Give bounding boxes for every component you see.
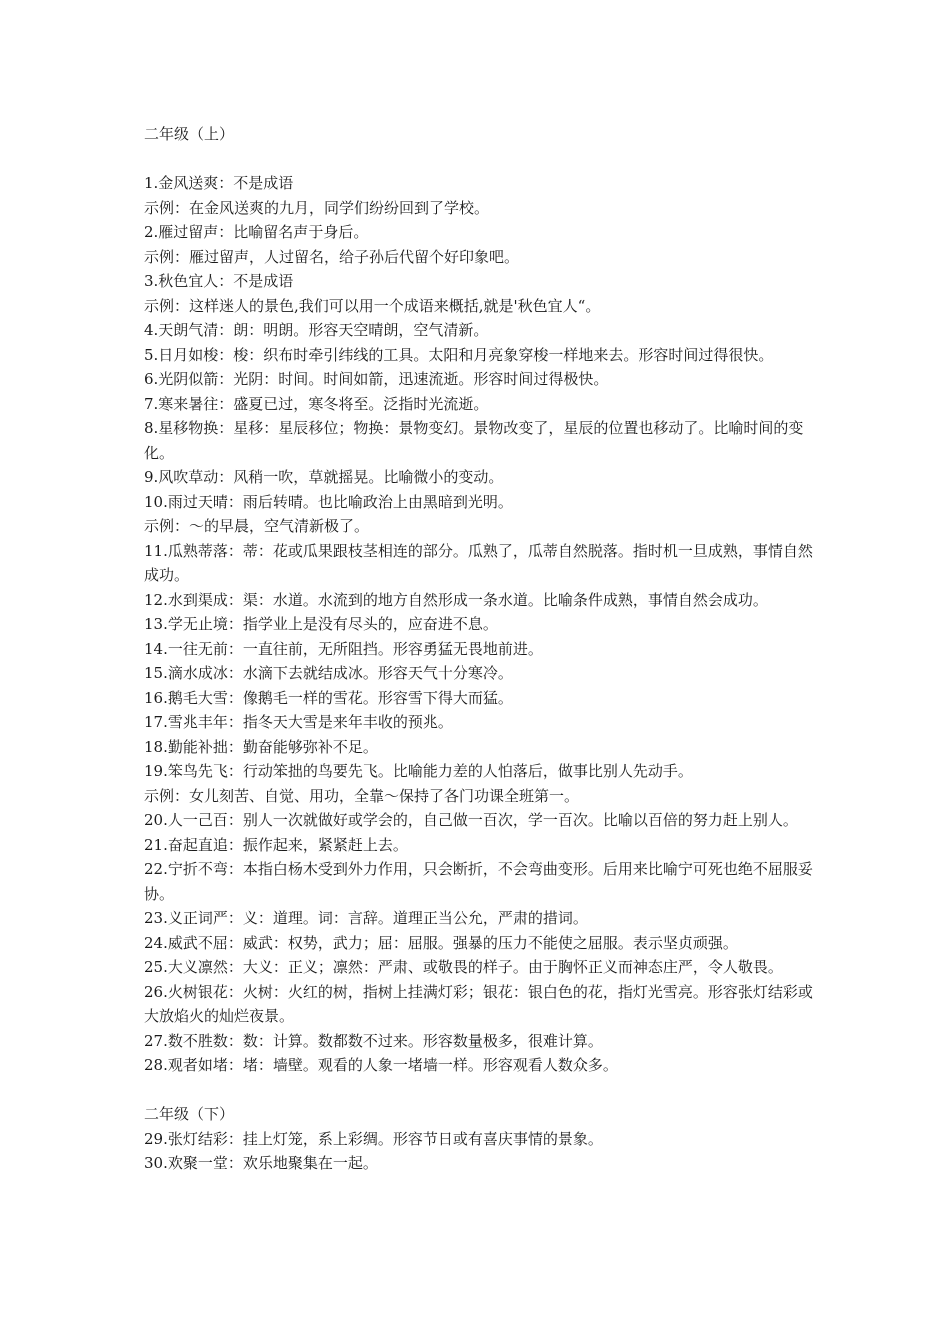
example-line: 示例：在金风送爽的九月，同学们纷纷回到了学校。 [144,198,490,217]
entry-line: 25.大义凛然：大义：正义；凛然：严肃、或敬畏的样子。由于胸怀正义而神态庄严，令人敬畏。 [144,958,783,976]
blank-line [144,147,824,172]
entry-line: 8.星移物换：星移：星辰移位；物换：景物变幻。景物改变了，星辰的位置也移动了。比喻时间的变化。 [144,419,804,462]
entry-line: 17.雪兆丰年：指冬天大雪是来年丰收的预兆。 [144,713,453,731]
entry-line: 29.张灯结彩：挂上灯笼，系上彩绸。形容节日或有喜庆事情的景象。 [144,1129,603,1148]
entry-line: 27.数不胜数：数：计算。数都数不过来。形容数量极多，很难计算。 [144,1031,603,1050]
example-line: 示例：这样迷人的景色,我们可以用一个成语来概括,就是'秋色宜人“。 [144,296,601,315]
entry-line: 6.光阴似箭：光阴：时间。时间如箭，迅速流逝。形容时间过得极快。 [144,370,609,388]
entry-line: 26.火树银花：火树：火红的树，指树上挂满灯彩；银花：银白色的花，指灯光雪亮。形容张灯结彩或大放焰火的灿烂夜景。 [144,982,813,1025]
entry-line: 15.滴水成冰：水滴下去就结成冰。形容天气十分寒冷。 [144,664,513,682]
entry-line: 20.人一己百：别人一次就做好或学会的，自己做一百次，学一百次。比喻以百倍的努力赶上别人。 [144,811,798,829]
entry-line: 11.瓜熟蒂落：蒂：花或瓜果跟枝茎相连的部分。瓜熟了，瓜蒂自然脱落。指时机一旦成熟，事情自然成功。 [144,541,813,584]
example-line: 示例：雁过留声，人过留名，给子孙后代留个好印象吧。 [144,247,520,266]
entry-line: 16.鹅毛大雪：像鹅毛一样的雪花。形容雪下得大而猛。 [144,688,513,707]
entry-line: 19.笨鸟先飞：行动笨拙的鸟要先飞。比喻能力差的人怕落后，做事比别人先动手。 [144,762,693,780]
entry-line: 28.观者如堵：堵：墙壁。观看的人象一堵墙一样。形容观看人数众多。 [144,1056,618,1074]
section-grade2-lower [144,1102,824,1176]
entry-line: 5.日月如梭：梭：织布时牵引纬线的工具。太阳和月亮象穿梭一样地来去。形容时间过得很快。 [144,345,774,364]
example-line: 示例：～的早晨，空气清新极了。 [144,517,370,535]
entry-line: 9.风吹草动：风稍一吹，草就摇晃。比喻微小的变动。 [144,468,504,486]
example-line: 示例：女儿刻苦、自觉、用功，全靠～保持了各门功课全班第一。 [144,786,580,805]
entry-line: 2.雁过留声：比喻留名声于身后。 [144,223,369,241]
entry-line: 13.学无止境：指学业上是没有尽头的，应奋进不息。 [144,615,498,633]
section-heading: 二年级（下） [144,1105,235,1123]
entry-line: 4.天朗气清：朗：明朗。形容天空晴朗，空气清新。 [144,321,489,339]
entry-line: 14.一往无前：一直往前，无所阻挡。形容勇猛无畏地前进。 [144,639,543,658]
document-body [144,122,824,1176]
blank-line [144,1078,824,1103]
section-grade2-upper [144,122,824,1078]
section-heading: 二年级（上） [144,125,235,143]
entry-line: 18.勤能补拙：勤奋能够弥补不足。 [144,737,378,756]
entry-line: 3.秋色宜人：不是成语 [144,272,294,290]
entry-line: 7.寒来暑往：盛夏已过，寒冬将至。泛指时光流逝。 [144,394,489,413]
entry-line: 23.义正词严：义：道理。词：言辞。道理正当公允，严肃的措词。 [144,909,588,927]
entry-line: 21.奋起直追：振作起来，紧紧赶上去。 [144,835,408,854]
entry-line: 1.金风送爽：不是成语 [144,174,294,192]
entry-line: 24.威武不屈：威武：权势，武力；屈：屈服。强暴的压力不能使之屈服。表示坚贞顽强。 [144,933,738,952]
entry-line: 30.欢聚一堂：欢乐地聚集在一起。 [144,1154,378,1172]
entry-line: 12.水到渠成：渠：水道。水流到的地方自然形成一条水道。比喻条件成熟，事情自然会成功。 [144,590,768,609]
entry-line: 22.宁折不弯：本指白杨木受到外力作用，只会断折，不会弯曲变形。后用来比喻宁可死也绝不屈服妥协。 [144,860,813,903]
entry-line: 10.雨过天晴：雨后转晴。也比喻政治上由黑暗到光明。 [144,492,513,511]
